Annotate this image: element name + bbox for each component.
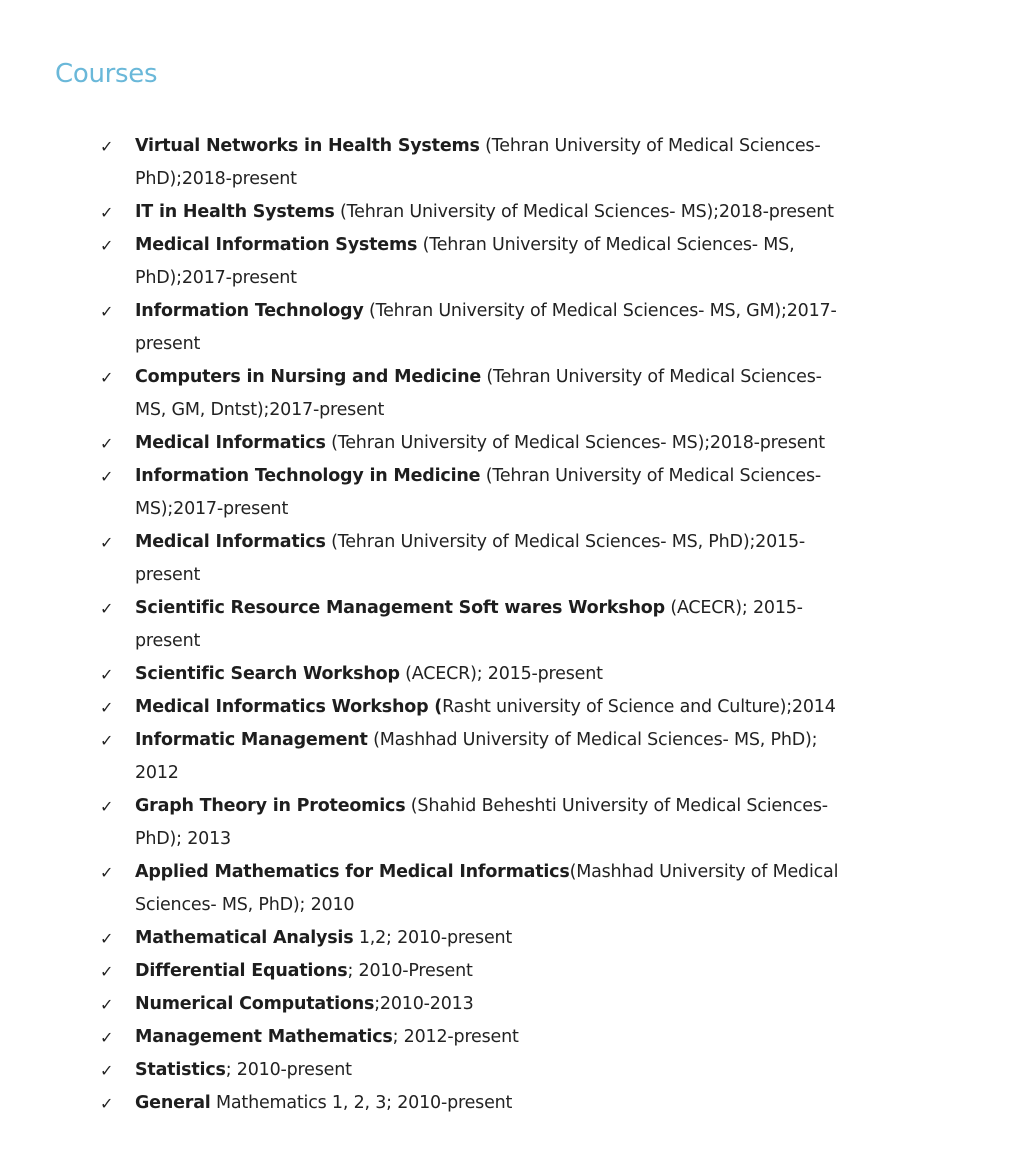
course-name: Scientific Resource Management Soft wares Workshop xyxy=(135,598,665,618)
course-name: Scientific Search Workshop xyxy=(135,664,400,684)
check-icon: ✓ xyxy=(100,599,114,618)
check-icon: ✓ xyxy=(100,863,114,882)
course-item xyxy=(100,295,840,361)
check-icon: ✓ xyxy=(100,797,114,816)
course-detail: ; 2010-Present xyxy=(347,961,473,981)
course-item xyxy=(100,592,840,658)
course-list xyxy=(100,130,840,1120)
course-item xyxy=(100,955,840,988)
course-item xyxy=(100,922,840,955)
course-detail: (Tehran University of Medical Sciences- PhD);2018-present xyxy=(135,136,821,189)
course-detail: (Shahid Beheshti University of Medical Sciences- PhD); 2013 xyxy=(135,796,828,849)
course-detail: ; 2012-present xyxy=(392,1027,519,1047)
course-name: Graph Theory in Proteomics xyxy=(135,796,406,816)
course-item xyxy=(100,1087,840,1120)
course-item xyxy=(100,130,840,196)
course-detail: (Tehran University of Medical Sciences- MS, PhD);2017-present xyxy=(135,235,795,288)
course-item xyxy=(100,988,840,1021)
course-item xyxy=(100,196,840,229)
course-detail: (Tehran University of Medical Sciences- MS);2017-present xyxy=(135,466,822,519)
course-item xyxy=(100,691,840,724)
course-name: Informatic Management xyxy=(135,730,368,750)
course-detail: (Mashhad University of Medical Sciences- MS, PhD); 2012 xyxy=(135,730,818,783)
course-detail: ;2010-2013 xyxy=(374,994,474,1014)
course-item xyxy=(100,724,840,790)
course-name: IT in Health Systems xyxy=(135,202,335,222)
check-icon: ✓ xyxy=(100,434,114,453)
course-name: Applied Mathematics for Medical Informatics xyxy=(135,862,570,882)
course-item xyxy=(100,856,840,922)
check-icon: ✓ xyxy=(100,137,114,156)
course-name: Management Mathematics xyxy=(135,1027,393,1047)
check-icon: ✓ xyxy=(100,1061,114,1080)
course-detail: Mathematics 1, 2, 3; 2010-present xyxy=(215,1093,513,1113)
course-name: Mathematical Analysis xyxy=(135,928,354,948)
course-name: Computers in Nursing and Medicine xyxy=(135,367,482,387)
check-icon: ✓ xyxy=(100,1094,114,1113)
course-detail: (Tehran University of Medical Sciences- MS);2018-present xyxy=(340,202,834,222)
course-item xyxy=(100,790,840,856)
page-title: Courses xyxy=(55,59,158,89)
check-icon: ✓ xyxy=(100,995,114,1014)
course-name: Numerical Computations xyxy=(135,994,375,1014)
course-item xyxy=(100,460,840,526)
course-item xyxy=(100,1021,840,1054)
check-icon: ✓ xyxy=(100,236,114,255)
course-detail: (Mashhad University of Medical Sciences- MS, PhD); 2010 xyxy=(135,862,839,915)
course-detail: (ACECR); 2015-present xyxy=(135,598,803,651)
course-name: Virtual Networks in Health Systems xyxy=(135,136,480,156)
course-name: Medical Informatics Workshop ( xyxy=(135,697,443,717)
course-detail: (Tehran University of Medical Sciences- MS, GM, Dntst);2017-present xyxy=(135,367,822,420)
check-icon: ✓ xyxy=(100,302,114,321)
course-item xyxy=(100,1054,840,1087)
check-icon: ✓ xyxy=(100,698,114,717)
check-icon: ✓ xyxy=(100,665,114,684)
course-detail: 1,2; 2010-present xyxy=(358,928,513,948)
course-detail: (Tehran University of Medical Sciences- MS, PhD);2015-present xyxy=(135,532,806,585)
course-name: General xyxy=(135,1093,211,1113)
check-icon: ✓ xyxy=(100,929,114,948)
check-icon: ✓ xyxy=(100,467,114,486)
course-detail: (ACECR); 2015-present xyxy=(405,664,603,684)
check-icon: ✓ xyxy=(100,203,114,222)
course-detail: ; 2010-present xyxy=(225,1060,352,1080)
course-detail: Rasht university of Science and Culture);2014 xyxy=(442,697,836,717)
course-detail: (Tehran University of Medical Sciences- MS);2018-present xyxy=(331,433,825,453)
course-name: Information Technology in Medicine xyxy=(135,466,481,486)
course-name: Statistics xyxy=(135,1060,226,1080)
check-icon: ✓ xyxy=(100,962,114,981)
course-name: Medical Informatics xyxy=(135,532,326,552)
course-item xyxy=(100,526,840,592)
course-item xyxy=(100,658,840,691)
check-icon: ✓ xyxy=(100,368,114,387)
course-name: Medical Informatics xyxy=(135,433,326,453)
check-icon: ✓ xyxy=(100,731,114,750)
course-item xyxy=(100,229,840,295)
check-icon: ✓ xyxy=(100,533,114,552)
course-item xyxy=(100,427,840,460)
course-name: Medical Information Systems xyxy=(135,235,418,255)
check-icon: ✓ xyxy=(100,1028,114,1047)
course-item xyxy=(100,361,840,427)
course-name: Differential Equations xyxy=(135,961,348,981)
course-detail: (Tehran University of Medical Sciences- MS, GM);2017-present xyxy=(135,301,837,354)
course-name: Information Technology xyxy=(135,301,364,321)
